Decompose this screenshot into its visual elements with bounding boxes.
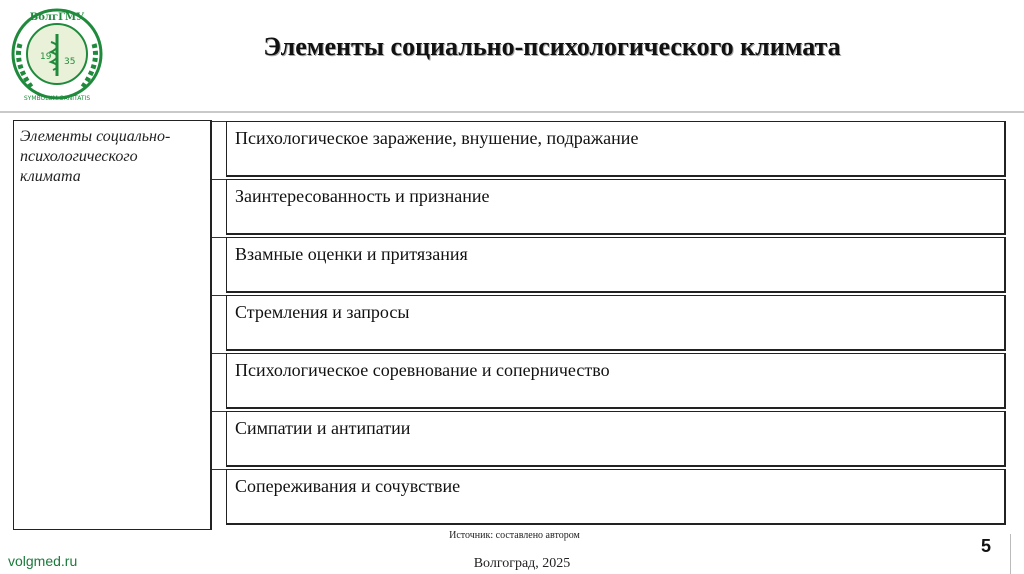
element-item-text: Сопереживания и сочувствие — [235, 476, 461, 496]
logo-text-top: ВолгГМУ — [29, 12, 85, 23]
element-item — [226, 469, 1006, 525]
footer-divider — [1010, 534, 1011, 574]
logo-year-right: 35 — [64, 57, 76, 67]
element-item-text: Симпатии и антипатии — [235, 418, 411, 438]
website-link[interactable]: volgmed.ru — [8, 553, 78, 569]
element-item — [226, 121, 1006, 177]
city-year: Волгоград, 2025 — [473, 556, 571, 571]
element-item — [226, 179, 1006, 235]
element-item-text: Психологическое заражение, внушение, подражание — [235, 128, 639, 148]
element-item-text: Стремления и запросы — [235, 302, 410, 322]
logo-text-bottom: SYMBOLUM SANITATIS — [23, 95, 91, 102]
element-item — [226, 411, 1006, 467]
title-divider — [0, 111, 1024, 113]
element-item — [226, 295, 1006, 351]
category-label: Элементы социально-психологического климата — [20, 128, 171, 185]
connector-line — [212, 237, 226, 238]
element-item-text: Взамные оценки и притязания — [235, 244, 468, 264]
element-item-text: Психологическое соревнование и соперничество — [235, 360, 610, 380]
connector-line — [212, 121, 226, 122]
element-item — [226, 353, 1006, 409]
connector-line — [212, 469, 226, 470]
source-note: Источник: составлено автором — [449, 530, 580, 541]
logo-year-left: 19 — [40, 52, 52, 62]
page-number: 5 — [980, 536, 991, 556]
connector-line — [212, 353, 226, 354]
element-item-text: Заинтересованность и признание — [235, 186, 490, 206]
category-box — [13, 120, 212, 530]
connector-line — [212, 411, 226, 412]
connector-line — [212, 179, 226, 180]
slide-title: Элементы социально-психологического климата — [263, 32, 841, 61]
element-item — [226, 237, 1006, 293]
connector-line — [212, 295, 226, 296]
